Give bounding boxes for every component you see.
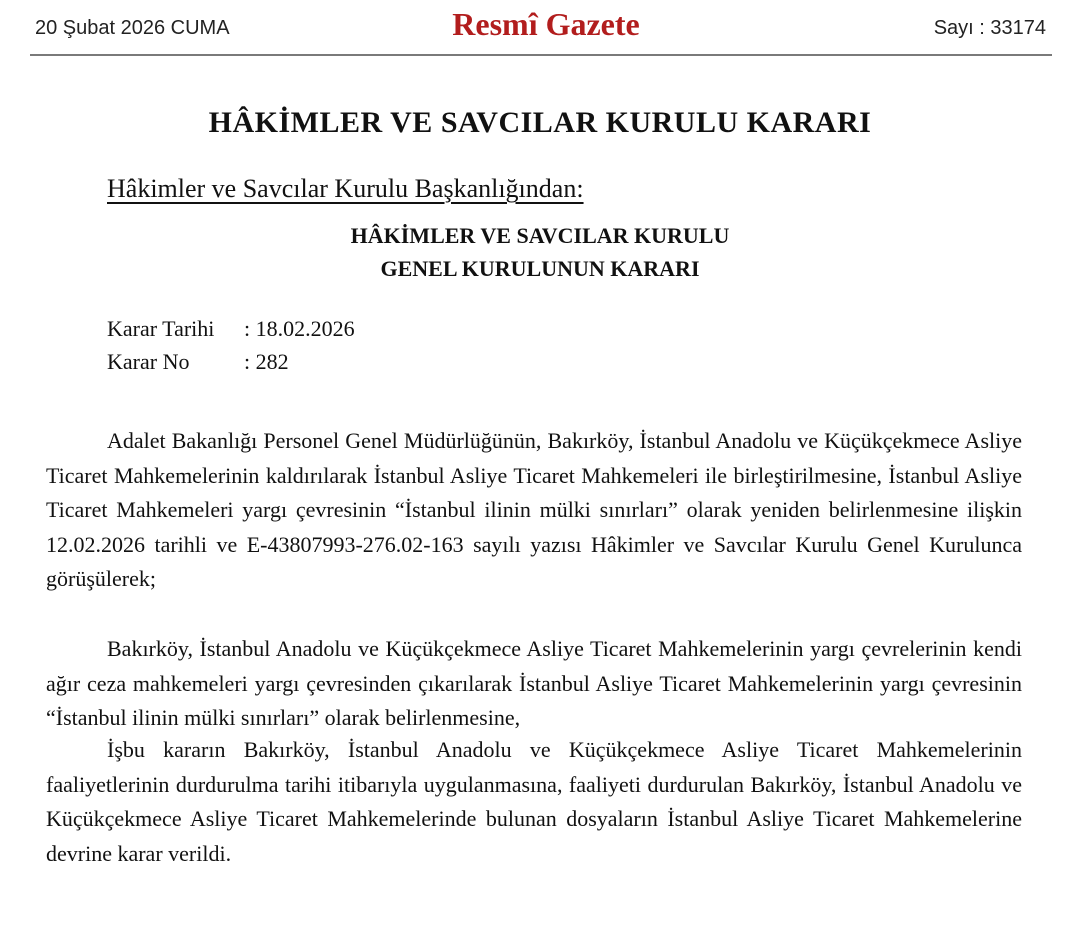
decision-heading-line-1: HÂKİMLER VE SAVCILAR KURULU (350, 223, 730, 248)
issuing-authority: Hâkimler ve Savcılar Kurulu Başkanlığından: (107, 174, 584, 203)
gazette-title: Resmî Gazete (452, 6, 640, 42)
issue-number: Sayı : 33174 (933, 17, 1046, 39)
decision-date-value: : 18.02.2026 (244, 316, 355, 341)
body-paragraph: Bakırköy, İstanbul Anadolu ve Küçükçekmece Asliye Ticaret Mahkemelerinin yargı çevrelerinin kendi ağır ceza mahkemeleri yargı çevresinden çıkarılarak İstanbul Asliye Ticaret Mahkemelerinin yargı çevresinin “İstanbul ilinin mülki sınırları” olarak belirlenmesine, (46, 636, 1022, 730)
decision-date-row (107, 316, 355, 342)
gazette-header (0, 0, 1080, 56)
body-paragraph: İşbu kararın Bakırköy, İstanbul Anadolu ve Küçükçekmece Asliye Ticaret Mahkemelerinin faaliyetlerinin durdurulma tarihi itibarıyla uygulanmasına, faaliyeti durdurulan Bakırköy, İstanbul Anadolu ve Küçükçekmece Asliye Ticaret Mahkemelerinde bulunan dosyaların İstanbul Asliye Ticaret Mahkemelerine devrine karar verildi. (46, 737, 1022, 866)
decision-date-label: Karar Tarihi (107, 316, 215, 341)
document-heading: HÂKİMLER VE SAVCILAR KURULU KARARI (208, 106, 872, 139)
decision-heading-line-2: GENEL KURULUNUN KARARI (380, 256, 700, 281)
issue-date: 20 Şubat 2026 CUMA (35, 17, 230, 39)
body-paragraph: Adalet Bakanlığı Personel Genel Müdürlüğünün, Bakırköy, İstanbul Anadolu ve Küçükçekmece Asliye Ticaret Mahkemelerinin kaldırılarak İstanbul Asliye Ticaret Mahkemeleri ile birleştirilmesine, İstanbul Asliye Ticaret Mahkemeleri yargı çevresinin “İstanbul ilinin mülki sınırları” olarak yeniden belirlenmesine ilişkin 12.02.2026 tarihli ve E-43807993-276.02-163 sayılı yazısı Hâkimler ve Savcılar Kurulu Genel Kurulunca görüşülerek; (46, 428, 1022, 591)
decision-number-label: Karar No (107, 349, 190, 374)
decision-number-row (107, 349, 289, 375)
header-divider (30, 54, 1052, 56)
decision-number-value: : 282 (244, 349, 289, 374)
